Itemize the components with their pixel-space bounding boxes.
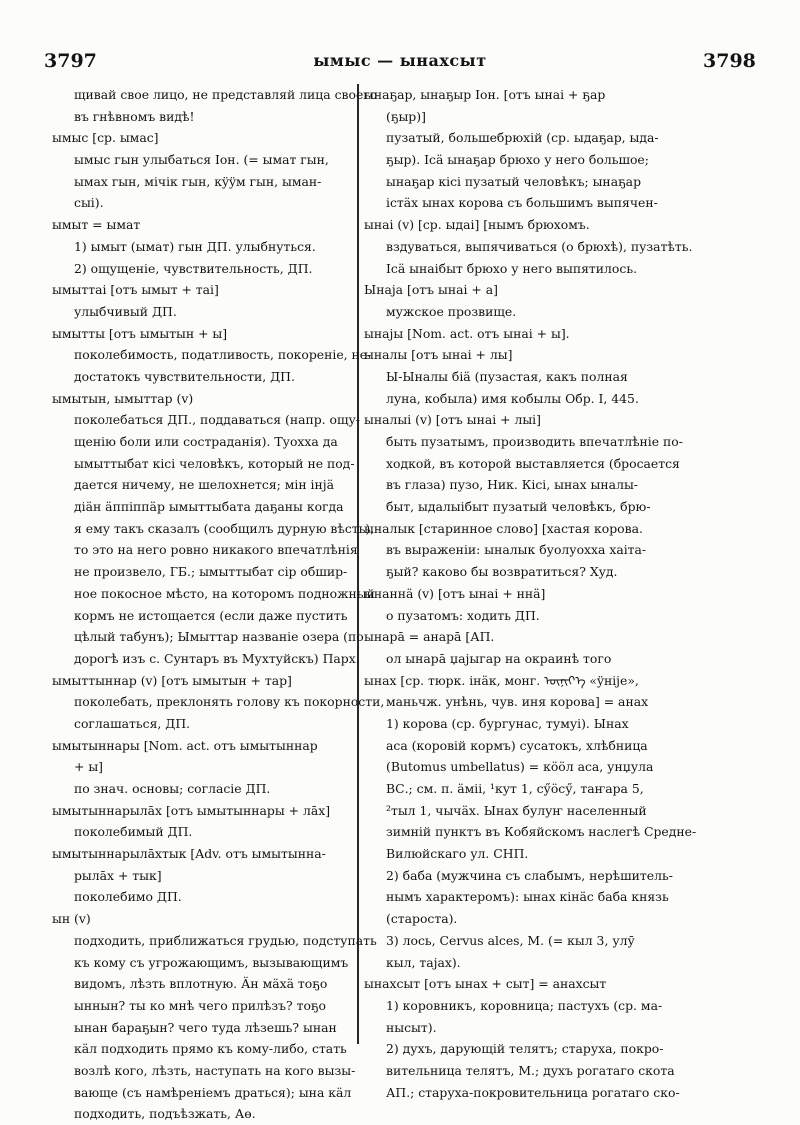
entry-text-line: 2) духъ, дарующій телятъ; старуха, покро-	[386, 1041, 664, 1057]
entry-headword-line: ын (v)	[52, 911, 91, 927]
entry-text-line: нымъ характеромъ): ынах кінӓс баба князь	[386, 889, 669, 905]
entry-headword-line: ыналыі (v) [отъ ынаі + лыі]	[364, 412, 541, 428]
entry-text-line: соглашаться, ДП.	[74, 715, 191, 731]
entry-text-line: рылāх + тык]	[74, 867, 162, 883]
entry-headword-line: ынахсыт [отъ ынах + сыт] = анахсыт	[364, 976, 607, 992]
entry-text-line: быт, ыдалыібыт пузатый человѣкъ, брю-	[386, 499, 651, 515]
entry-headword-line: Ынаја [отъ ынаі + а]	[364, 282, 498, 298]
entry-text-line: 2) баба (мужчина съ слабымъ, нерѣшитель-	[386, 867, 673, 883]
entry-text-line: улыбчивый ДП.	[74, 303, 177, 319]
entry-text-line: ное покосное мѣсто, на которомъ подножный	[74, 585, 375, 601]
entry-text-line: ымыттыбат кісі человѣкъ, который не под-	[74, 455, 355, 471]
entry-headword-line: ымыс [ср. ымас]	[52, 130, 159, 146]
entry-text-line: нысыт).	[386, 1019, 437, 1035]
entry-text-line: сыі).	[74, 195, 104, 211]
right-column	[364, 84, 790, 1103]
entry-text-line: поколебаться ДП., поддаваться (напр. ощу-	[74, 412, 360, 428]
entry-text-line: къ кому съ угрожающимъ, вызывающимъ	[74, 954, 349, 970]
entry-text-line: Ісӓ ынаібыт брюхо у него выпятилось.	[386, 260, 638, 276]
entry-text-line: по знач. основы; согласіе ДП.	[74, 781, 271, 796]
entry-text-line: мужское прозвище.	[386, 303, 517, 319]
entry-text-line: быть пузатымъ, производить впечатлѣніе по-	[386, 434, 683, 449]
entry-text-line: дорогѣ изъ с. Сунтаръ въ Мухтуйскъ) Парх.	[74, 650, 360, 666]
entry-text-line: ҕыр). Ісӓ ынаҕар брюхо у него большое;	[386, 152, 649, 168]
entry-text-line: 1) ымыт (ымат) гын ДП. улыбнуться.	[74, 238, 316, 254]
running-head: ымыс — ынахсыт	[313, 51, 487, 70]
entry-text-line: вающе (съ намѣреніемъ драться); ына кӓл	[74, 1084, 352, 1100]
entry-text-line: ВС.; см. п. ӓміі, ¹кут 1, сӳӧсӳ, таҥара 5,	[386, 781, 644, 796]
entry-text-line: діӓн ӓппіппӓр ымыттыбата даҕаны когда	[74, 499, 344, 515]
entry-text-line: кыл, таjах).	[386, 954, 461, 970]
entry-text-line: щенію боли или состраданія). Туохха да	[74, 434, 338, 449]
entry-headword-line: ынаҕар, ынаҕыр Іон. [отъ ынаі + ҕар	[364, 87, 606, 102]
entry-text-line: ҕый? каково бы возвратиться? Худ.	[386, 564, 618, 580]
entry-text-line: 1) коровникъ, коровница; пастухъ (ср. ма-	[386, 997, 663, 1013]
entry-text-line: вительница телятъ, М.; духъ рогатаго скота	[386, 1062, 675, 1078]
entry-text-line: въ глаза) пузо, Ник. Кісі, ынах ыналы-	[386, 477, 638, 493]
entry-text-line: ол ынарā џаjыгар на окраинѣ того	[386, 650, 612, 666]
entry-headword-line: ыналы [отъ ынаі + лы]	[364, 347, 513, 363]
entry-text-line: ыннын? ты ко мнѣ чего прилѣзъ? тоҕо	[74, 997, 326, 1013]
entry-text-line: Ы-Ыналы біӓ (пузастая, какъ полная	[386, 368, 628, 384]
entry-headword-line: ымытыннарылāхтык [Adv. отъ ымытынна-	[52, 846, 326, 862]
entry-text-line: 3) лось, Cervus alces, М. (= кыл 3, улӯ	[386, 932, 635, 948]
entry-text-line: ынан бараҕын? чего туда лѣзешь? ынан	[74, 1019, 337, 1035]
entry-text-line: маньчж. унѣнь, чув. иня корова] = анах	[386, 694, 649, 710]
entry-text-line: 2) ощущеніе, чувствительность, ДП.	[74, 260, 313, 276]
entry-text-line: подходить, приближаться грудью, подступать	[74, 932, 377, 948]
entry-headword-line: ымытты [отъ ымытын + ы]	[52, 325, 228, 341]
entry-text-line: ымах гын, мічік гын, кÿÿм гын, ыман-	[74, 173, 322, 189]
page-number-left: 3797	[44, 50, 97, 72]
page-number-right: 3798	[703, 50, 756, 72]
entry-text-line: въ выраженіи: ыналык буолуохха хаіта-	[386, 542, 647, 558]
entry-text-line: істӓх ынах корова съ большимъ выпячен-	[386, 195, 658, 211]
entry-text-line: ымыс гын улыбаться Іон. (= ымат гын,	[74, 152, 329, 168]
entry-text-line: кормъ не истощается (если даже пустить	[74, 607, 348, 623]
entry-text-line: ²тыл 1, чычӓх. Ынах булуҥ населенный	[386, 802, 647, 818]
entry-text-line: подходить, подъѣзжать, Аө.	[74, 1106, 256, 1122]
entry-text-line: цѣлый табунъ); Ымыттар названіе озера (по	[74, 629, 364, 645]
entry-text-line: достатокъ чувствительности, ДП.	[74, 368, 295, 384]
entry-text-line: кӓл подходить прямо къ кому-либо, стать	[74, 1041, 347, 1057]
entry-text-line: дается ничему, не шелохнется; мін інjӓ	[74, 477, 335, 493]
entry-headword-line: ыналык [старинное слово] [хастая корова.	[364, 520, 643, 536]
entry-text-line: 1) корова (ср. бургунас, тумуі). Ынах	[386, 715, 629, 731]
entry-headword-line: ымытыннарылāх [отъ ымытыннары + лāх]	[52, 802, 331, 818]
entry-text-line: то это на него ровно никакого впечатлѣнія	[74, 542, 358, 558]
entry-text-line: зимній пунктъ въ Кобяйскомъ наслегѣ Средне-	[386, 824, 697, 840]
page-header	[0, 0, 800, 84]
entry-text-line: поколебимый ДП.	[74, 824, 193, 840]
entry-text-line: поколебимость, податливость, покореніе, не-	[74, 347, 372, 363]
entry-headword-line: ынаннӓ (v) [отъ ынаі + ннӓ]	[364, 585, 546, 601]
left-column	[52, 84, 385, 1125]
entry-text-line: поколебать, преклонять голову къ покорности,	[74, 694, 385, 710]
entry-text-line: АП.; старуха-покровительница рогатаго ско-	[386, 1084, 680, 1100]
entry-text-line: вздуваться, выпячиваться (о брюхѣ), пузатѣть.	[386, 238, 693, 254]
entry-text-line: поколебимо ДП.	[74, 889, 182, 905]
entry-text-line: видомъ, лѣзть вплотную. Ӓн мӓхӓ тоҕо	[74, 976, 328, 992]
entry-headword-line: ынарā = анарā [АП.	[364, 629, 495, 645]
entry-text-line: (ҕыр)]	[386, 108, 426, 124]
entry-headword-line: ымытыннары [Nom. act. отъ ымытыннар	[52, 737, 318, 753]
entry-headword-line: ынаjы [Nom. act. отъ ынаі + ы].	[364, 325, 570, 341]
column-divider	[357, 84, 359, 1044]
entry-text-line: въ гнѣвномъ видѣ!	[74, 108, 195, 124]
entry-text-line: луна, кобыла) имя кобылы Обр. І, 445.	[386, 390, 639, 406]
entry-text-line: пузатый, большебрюхій (ср. ыдаҕар, ыда-	[386, 130, 659, 146]
entry-text-line: ынаҕар кісі пузатый человѣкъ; ынаҕар	[386, 173, 642, 189]
entry-text-line: я ему такъ сказалъ (сообщилъ дурную вѣсть),	[74, 520, 375, 536]
entry-text-line: ходкой, въ которой выставляется (бросается	[386, 455, 680, 471]
entry-headword-line: ынаі (v) [ср. ыдаі] [нымъ брюхомъ.	[364, 217, 590, 233]
entry-text-line: щивай свое лицо, не представляй лица своего	[74, 87, 378, 102]
entry-headword-line: ынах [ср. тюрк. інӓк, монг. ᠦᠨᠢᠶ᠎ᠡ «ÿнiјe»,	[364, 672, 639, 688]
entry-text-line: возлѣ кого, лѣзть, наступать на кого вызы-	[74, 1062, 356, 1078]
entry-headword-line: ымытын, ымыттар (v)	[52, 390, 194, 406]
entry-text-line: (староста).	[386, 911, 458, 927]
entry-text-line: не произвело, ГБ.; ымыттыбат сір обшир-	[74, 564, 348, 580]
entry-text-line: + ы]	[74, 759, 104, 775]
entry-text-line: о пузатомъ: ходить ДП.	[386, 607, 540, 623]
entry-headword-line: ымыттыннар (v) [отъ ымытын + тар]	[52, 672, 292, 688]
entry-headword-line: ымыттаі [отъ ымыт + таі]	[52, 282, 219, 298]
entry-text-line: (Butomus umbellatus) = кӧӧл аса, унџула	[386, 759, 654, 775]
entry-text-line: аса (коровій кормъ) сусатокъ, хлѣбница	[386, 737, 648, 753]
entry-text-line: Вилюйскаго ул. СНП.	[386, 846, 529, 862]
entry-headword-line: ымыт = ымат	[52, 217, 141, 233]
